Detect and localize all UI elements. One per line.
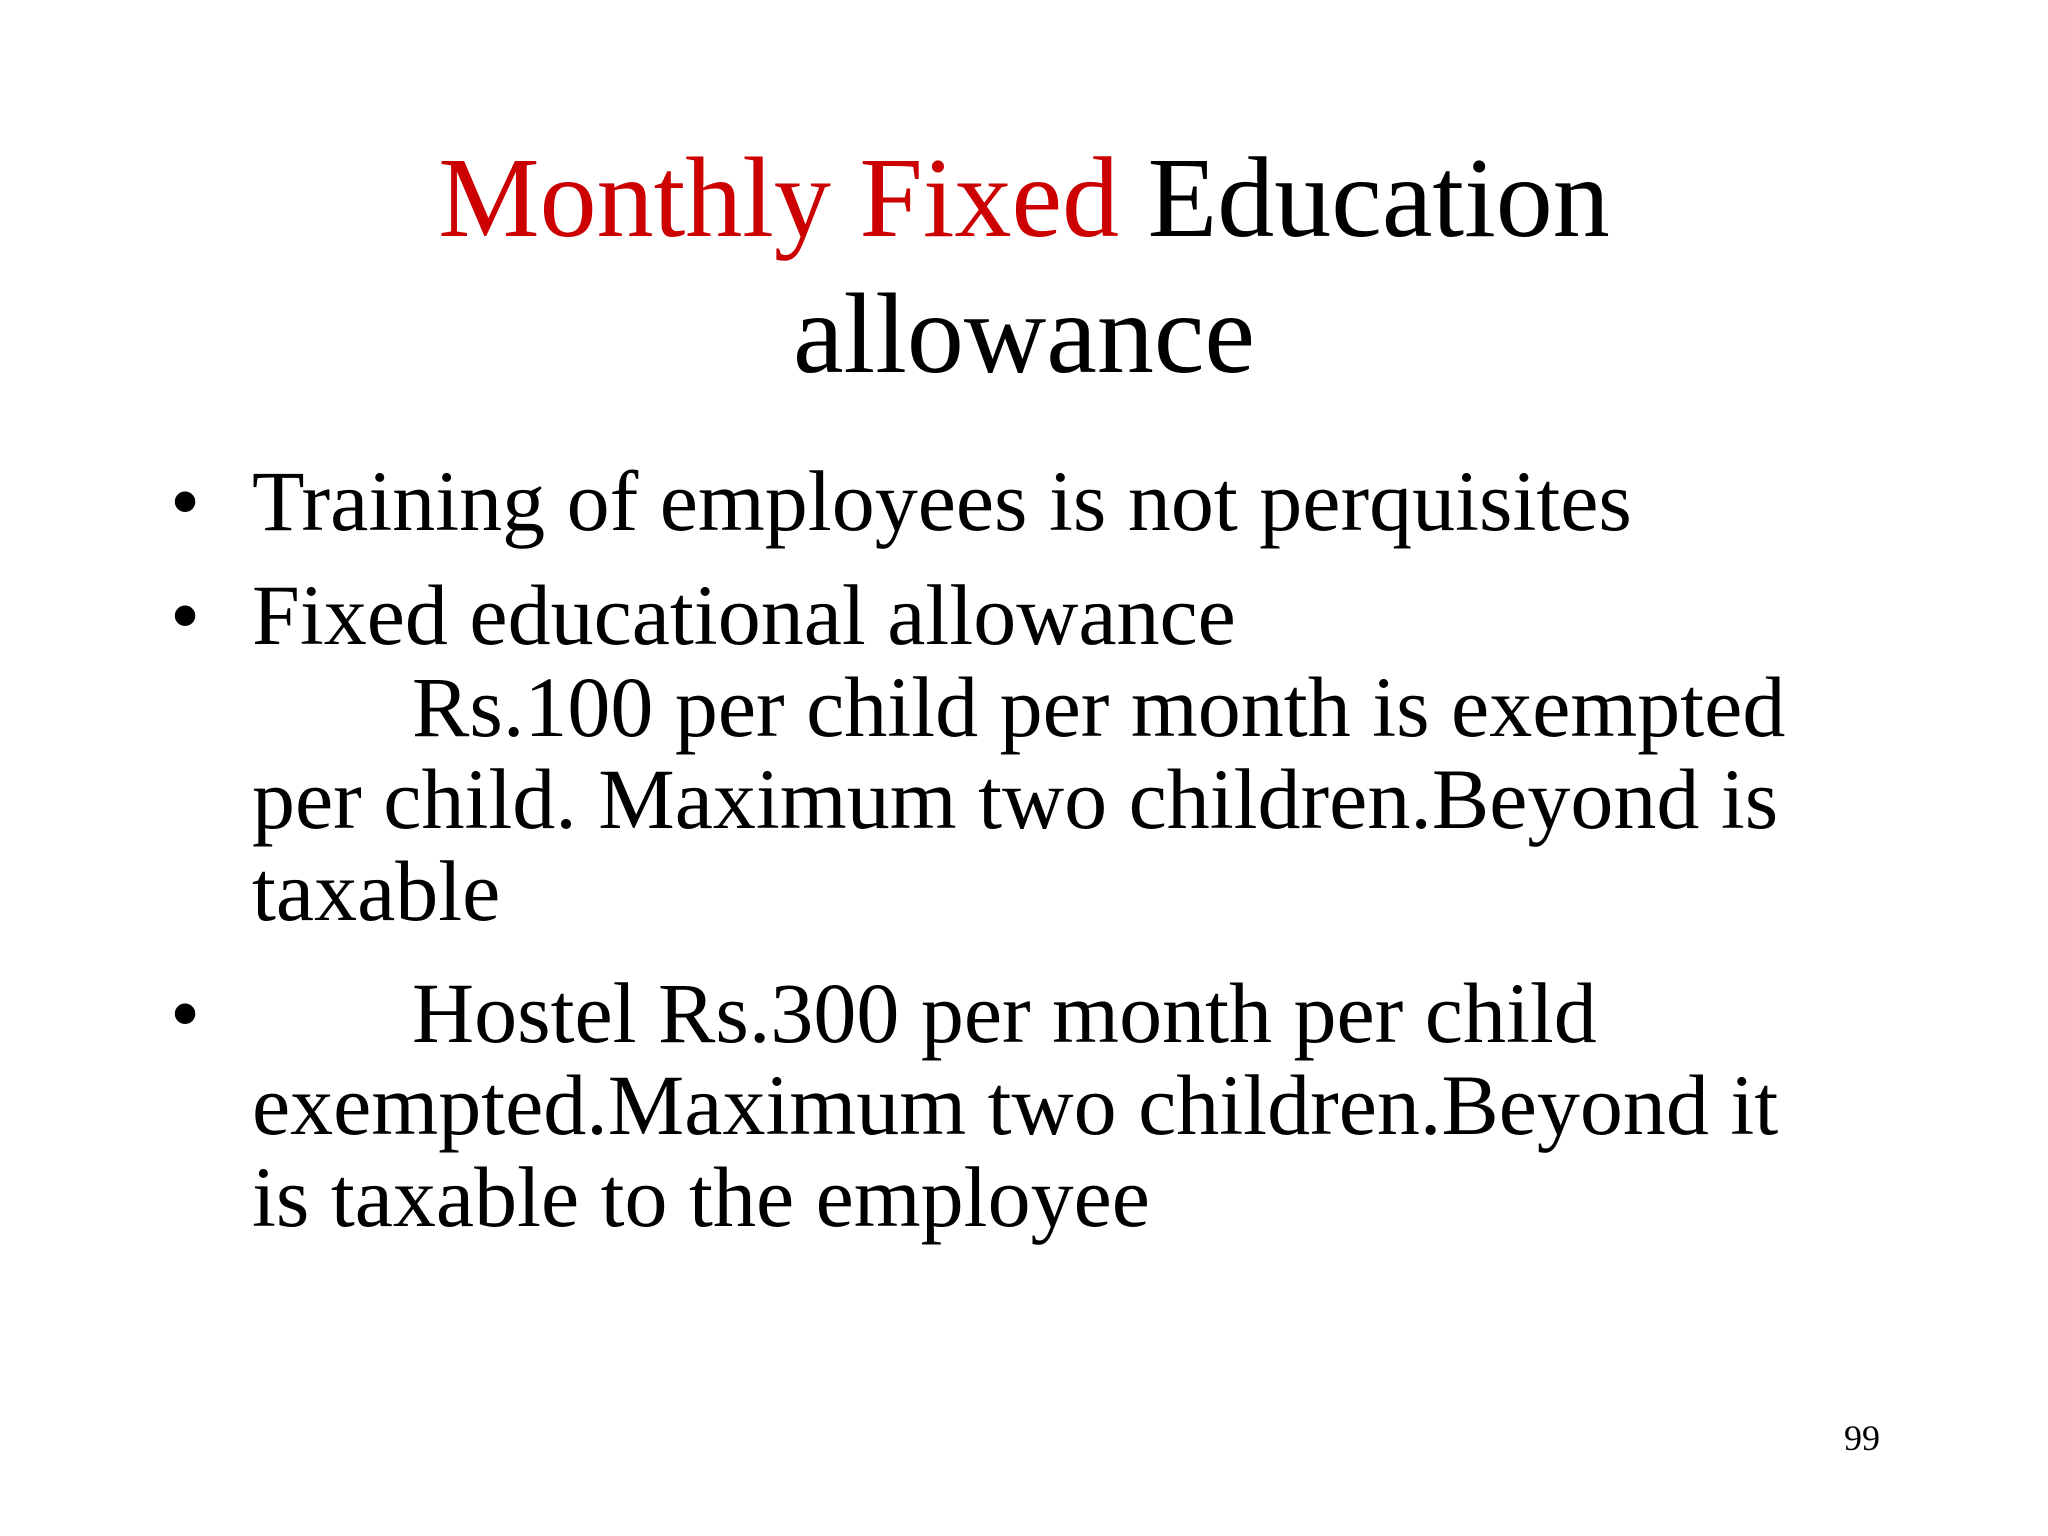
title-highlight: Monthly Fixed (438, 134, 1120, 261)
bullet-text: Fixed educational allowance (252, 567, 1236, 663)
bullet-dot: • (170, 965, 201, 1061)
bullet-text: Training of employees is not perquisites (252, 453, 1632, 549)
bullet-item (170, 967, 1910, 1243)
title-rest: Education (1147, 134, 1610, 261)
bullet-text: exempted.Maximum two children.Beyond it (252, 1057, 1779, 1153)
bullet-list (170, 455, 1910, 1243)
bullet-item (170, 455, 1910, 547)
bullet-dot: • (170, 567, 201, 663)
bullet-subtext: taxable (252, 843, 501, 939)
bullet-subtext: Rs.100 per child per month is exempted (412, 659, 1786, 755)
bullet-text: is taxable to the employee (252, 1149, 1150, 1245)
page-number: 99 (1844, 1418, 1880, 1458)
title-line-2: allowance (792, 270, 1256, 397)
bullet-text: Hostel Rs.300 per month per child (412, 965, 1597, 1061)
slide-title (0, 130, 2048, 402)
bullet-dot: • (170, 453, 201, 549)
bullet-item (170, 569, 1910, 937)
bullet-subtext: per child. Maximum two children.Beyond is (252, 751, 1779, 847)
